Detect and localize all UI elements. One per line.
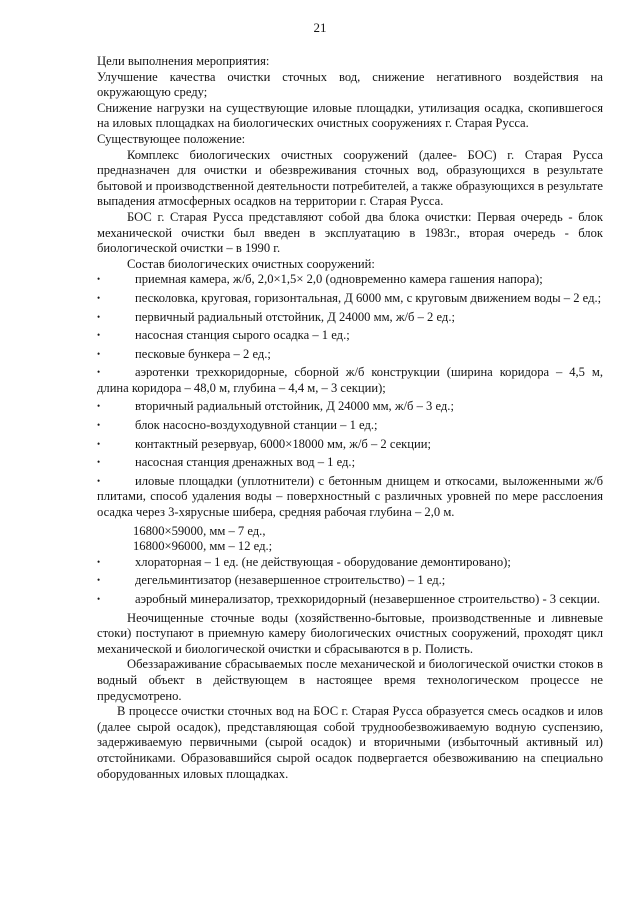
bullet-icon: • bbox=[97, 575, 101, 586]
bullet-icon: • bbox=[97, 330, 101, 341]
bullet-icon: • bbox=[97, 438, 101, 449]
process-paragraph: Обеззараживание сбрасываемых после механической и биологической очистки стоков в водный объект в действующем в настоящее время технологическом процессе не предусмотрено. bbox=[97, 657, 603, 703]
list-item bbox=[97, 328, 603, 344]
bullet-icon: • bbox=[97, 311, 101, 322]
bullet-icon: • bbox=[97, 457, 101, 468]
list-item bbox=[97, 555, 603, 571]
list-item bbox=[97, 437, 603, 453]
list-item-text: иловые площадки (уплотнители) с бетонным днищем и откосами, выложенными ж/б плитами, способ удаления воды – поверхностный с различных уровней по мере расслоения осадка через 3-хярусные шибера, средняя рабочая глубина – 2,0 м. bbox=[97, 473, 603, 520]
list-item-text: хлораторная – 1 ед. (не действующая - оборудование демонтировано); bbox=[135, 554, 511, 569]
process-paragraph: Неочищенные сточные воды (хозяйственно-бытовые, производственные и ливневые стоки) поступают в приемную камеру биологических очистных сооружений, проходят цикл механической и биологической очистки и сбрасываются в р. Полисть. bbox=[97, 610, 603, 656]
description-paragraph: Комплекс биологических очистных сооружений (далее- БОС) г. Старая Русса предназначен для очистки и обезвреживания сточных вод, образующихся в результате бытовой и производственной деятельности потребителей, а также образующихся в результате выпадения атмосферных осадков на территории г. Старая Русса. bbox=[97, 147, 603, 209]
list-item-text: контактный резервуар, 6000×18000 мм, ж/б – 2 секции; bbox=[135, 436, 432, 451]
list-item bbox=[97, 573, 603, 589]
description-paragraph: БОС г. Старая Русса представляют собой два блока очистки: Первая очередь - блок механической очистки был введен в эксплуатацию в 1983г., вторая очередь - блок биологической очистки – в 1990 г. bbox=[97, 209, 603, 256]
list-item-text: приемная камера, ж/б, 2,0×1,5× 2,0 (одновременно камера гашения напора); bbox=[135, 272, 543, 287]
page-number: 21 bbox=[313, 20, 327, 35]
sludge-bed-size: 16800×96000, мм – 12 ед.; bbox=[133, 539, 273, 554]
list-item-text: песковые бункера – 2 ед.; bbox=[135, 346, 271, 361]
list-item bbox=[97, 365, 603, 396]
list-item-text: аэротенки трехкоридорные, сборной ж/б конструкции (ширина коридора – 4,5 м, длина коридора – 48,0 м, глубина – 4,4 м, – 3 секции); bbox=[97, 365, 603, 395]
bullet-icon: • bbox=[97, 556, 101, 567]
bullet-icon: • bbox=[97, 348, 101, 359]
list-item bbox=[97, 399, 603, 415]
bullet-icon: • bbox=[97, 401, 101, 412]
facilities-heading: Состав биологических очистных сооружений: bbox=[127, 256, 375, 271]
list-item-text: насосная станция сырого осадка – 1 ед.; bbox=[135, 328, 350, 343]
list-item-text: вторичный радиальный отстойник, Д 24000 мм, ж/б – 3 ед.; bbox=[135, 399, 454, 414]
list-item-text: насосная станция дренажных вод – 1 ед.; bbox=[135, 455, 356, 470]
bullet-icon: • bbox=[97, 292, 101, 303]
sludge-bed-size: 16800×59000, мм – 7 ед., bbox=[133, 523, 266, 538]
bullet-icon: • bbox=[97, 420, 101, 431]
page-content bbox=[97, 54, 603, 782]
bullet-icon: • bbox=[97, 594, 101, 604]
list-item bbox=[97, 455, 603, 471]
bullet-icon: • bbox=[97, 367, 101, 378]
list-item-text: дегельминтизатор (незавершенное строительство) – 1 ед.; bbox=[135, 573, 446, 588]
list-item bbox=[97, 418, 603, 434]
goal-item: Улучшение качества очистки сточных вод, снижение негативного воздействия на окружающую среду; bbox=[97, 69, 603, 100]
list-item-text: песколовка, круговая, горизонтальная, Д 6000 мм, с круговым движением воды – 2 ед.; bbox=[135, 290, 602, 305]
current-state-heading: Существующее положение: bbox=[97, 131, 246, 146]
list-item bbox=[97, 291, 603, 307]
bullet-icon: • bbox=[97, 475, 101, 486]
list-item bbox=[97, 272, 603, 288]
goals-heading: Цели выполнения мероприятия: bbox=[97, 54, 270, 68]
list-item bbox=[97, 310, 603, 326]
goal-item: Снижение нагрузки на существующие иловые площадки, утилизация осадка, скопившегося на иловых площадках на биологических очистных сооружениях г. Старая Русса. bbox=[97, 100, 603, 131]
list-item bbox=[97, 347, 603, 363]
list-item bbox=[97, 474, 603, 521]
list-item-text: блок насосно-воздуходувной станции – 1 ед.; bbox=[135, 418, 378, 433]
list-item-text: аэробный минерализатор, трехкоридорный (незавершенное строительство) - 3 секции. bbox=[135, 592, 601, 606]
bullet-icon: • bbox=[97, 274, 101, 285]
list-item-text: первичный радиальный отстойник, Д 24000 мм, ж/б – 2 ед.; bbox=[135, 309, 455, 324]
process-paragraph: В процессе очистки сточных вод на БОС г. Старая Русса образуется смесь осадков и илов (далее сырой осадок), представляющая собой труднообезвоживаемую водную суспензию, задерживаемую первичными (сырой осадок) и вторичными (избыточный активный ил) отстойниками. Образовавшийся сырой осадок подвергается обезвоживанию на специально оборудованных иловых площадках. bbox=[97, 704, 603, 781]
list-item bbox=[97, 592, 603, 608]
